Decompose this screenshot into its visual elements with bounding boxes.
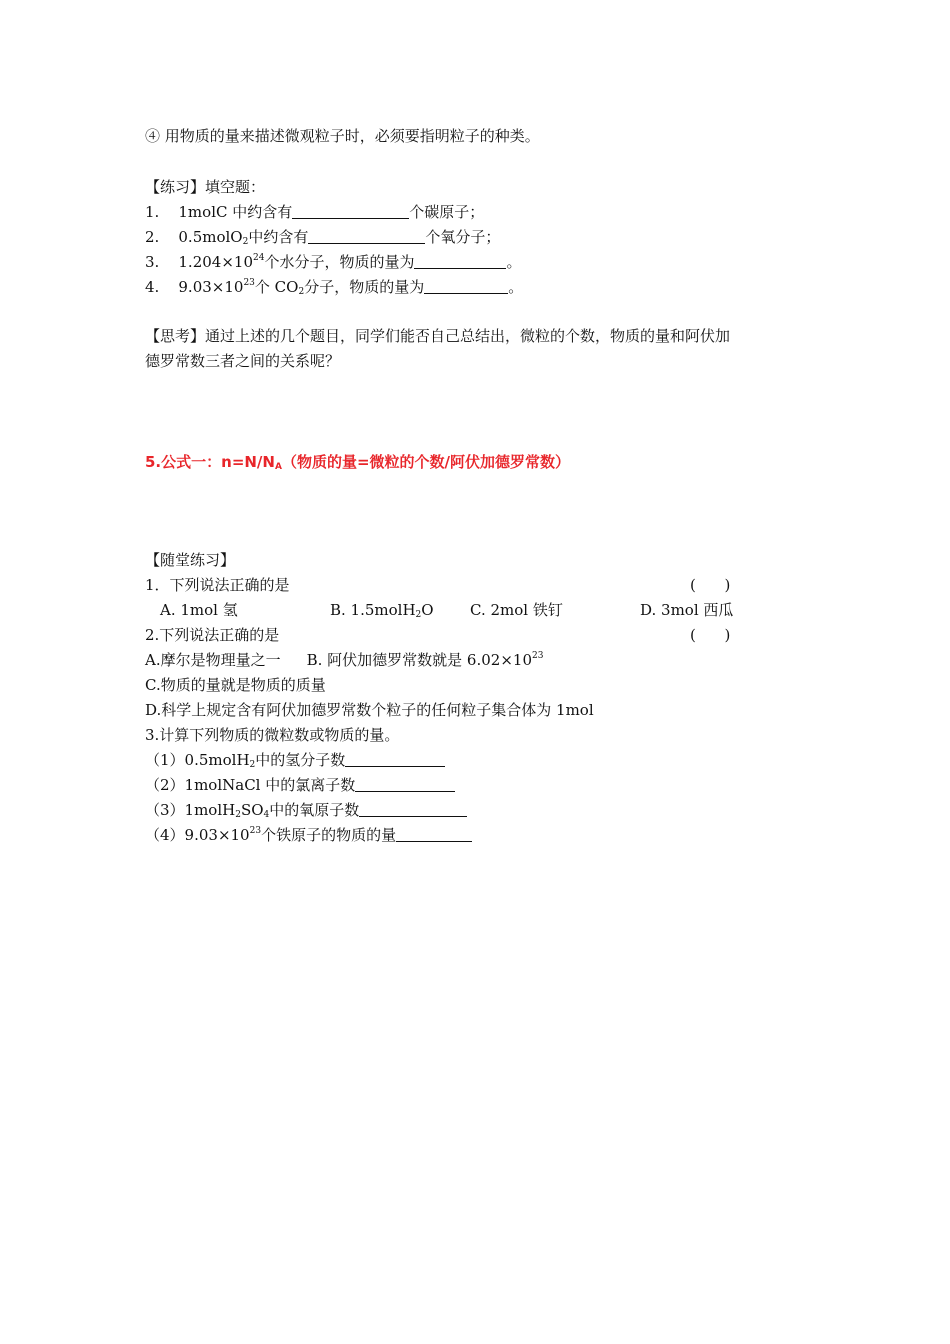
answer-blank[interactable]	[345, 751, 445, 767]
class-q2-option-a[interactable]: A.摩尔是物理量之一	[145, 651, 281, 669]
answer-blank[interactable]	[355, 776, 455, 792]
practice-heading: 【练习】填空题：	[145, 178, 266, 196]
class-q1-option-c[interactable]: C. 2mol 铁钉	[470, 601, 563, 619]
practice-q1: 1. 1molC 中约含有 个碳原子；	[145, 203, 485, 221]
class-q1-option-b[interactable]: B. 1.5molH$_2$O	[330, 601, 434, 620]
note-4: ④ 用物质的量来描述微观粒子时，必须要指明粒子的种类。	[145, 127, 540, 145]
class-q1-option-a[interactable]: A. 1mol 氢	[160, 601, 238, 619]
class-q1-answer-paren[interactable]: ( )	[690, 576, 731, 594]
class-q3-stem: 3.计算下列物质的微粒数或物质的量。	[145, 726, 400, 744]
practice-q2: 2. 0.5molO$_2$中约含有 个氧分子；	[145, 228, 501, 247]
class-q3-item-4: $(4)9.03\times 10^{23}$个铁原子的物质的量	[145, 825, 472, 845]
answer-blank[interactable]	[396, 826, 472, 842]
think-line-1: 【思考】通过上述的几个题目，同学们能否自己总结出，微粒的个数，物质的量和阿伏加	[145, 327, 731, 345]
answer-blank[interactable]	[292, 203, 409, 219]
answer-blank[interactable]	[424, 278, 508, 294]
class-q2-stem: 2.下列说法正确的是	[145, 626, 280, 644]
think-line-2: 德罗常数三者之间的关系呢？	[145, 352, 341, 370]
class-q2-answer-paren[interactable]: ( )	[690, 626, 731, 644]
class-practice-heading: 【随堂练习】	[145, 551, 236, 569]
class-q1-option-d[interactable]: D. 3mol 西瓜	[640, 601, 734, 619]
class-q3-item-1: （1）0.5molH$_2$中的氢分子数	[145, 750, 445, 770]
formula-one: 5.公式一：$n=N/N_A$（物质的量=微粒的个数/阿伏加德罗常数）	[145, 453, 570, 472]
class-q2-option-d[interactable]: D.科学上规定含有阿伏加德罗常数个粒子的任何粒子集合体为 1mol	[145, 701, 594, 719]
class-q1-stem: 1．下列说法正确的是	[145, 576, 290, 594]
practice-q3: 3. $1.204\times 10^{24}$个水分子，物质的量为 。	[145, 253, 522, 271]
class-q2-options-ab	[145, 650, 543, 670]
class-q3-item-2: （2）1molNaCl 中的氯离子数	[145, 775, 455, 795]
practice-q4: 4. $9.03\times 10^{23}$个 $CO_2$分子，物质的量为 。	[145, 278, 524, 297]
class-q2-option-c[interactable]: C.物质的量就是物质的质量	[145, 676, 326, 694]
answer-blank[interactable]	[414, 253, 506, 269]
class-q3-item-3: $(3)1molH_2SO_4$中的氧原子数	[145, 800, 467, 820]
class-q2-option-b[interactable]: B. 阿伏加德罗常数就是 $6.02\times 10^{23}$	[306, 651, 544, 669]
answer-blank[interactable]	[308, 228, 425, 244]
answer-blank[interactable]	[359, 801, 467, 817]
